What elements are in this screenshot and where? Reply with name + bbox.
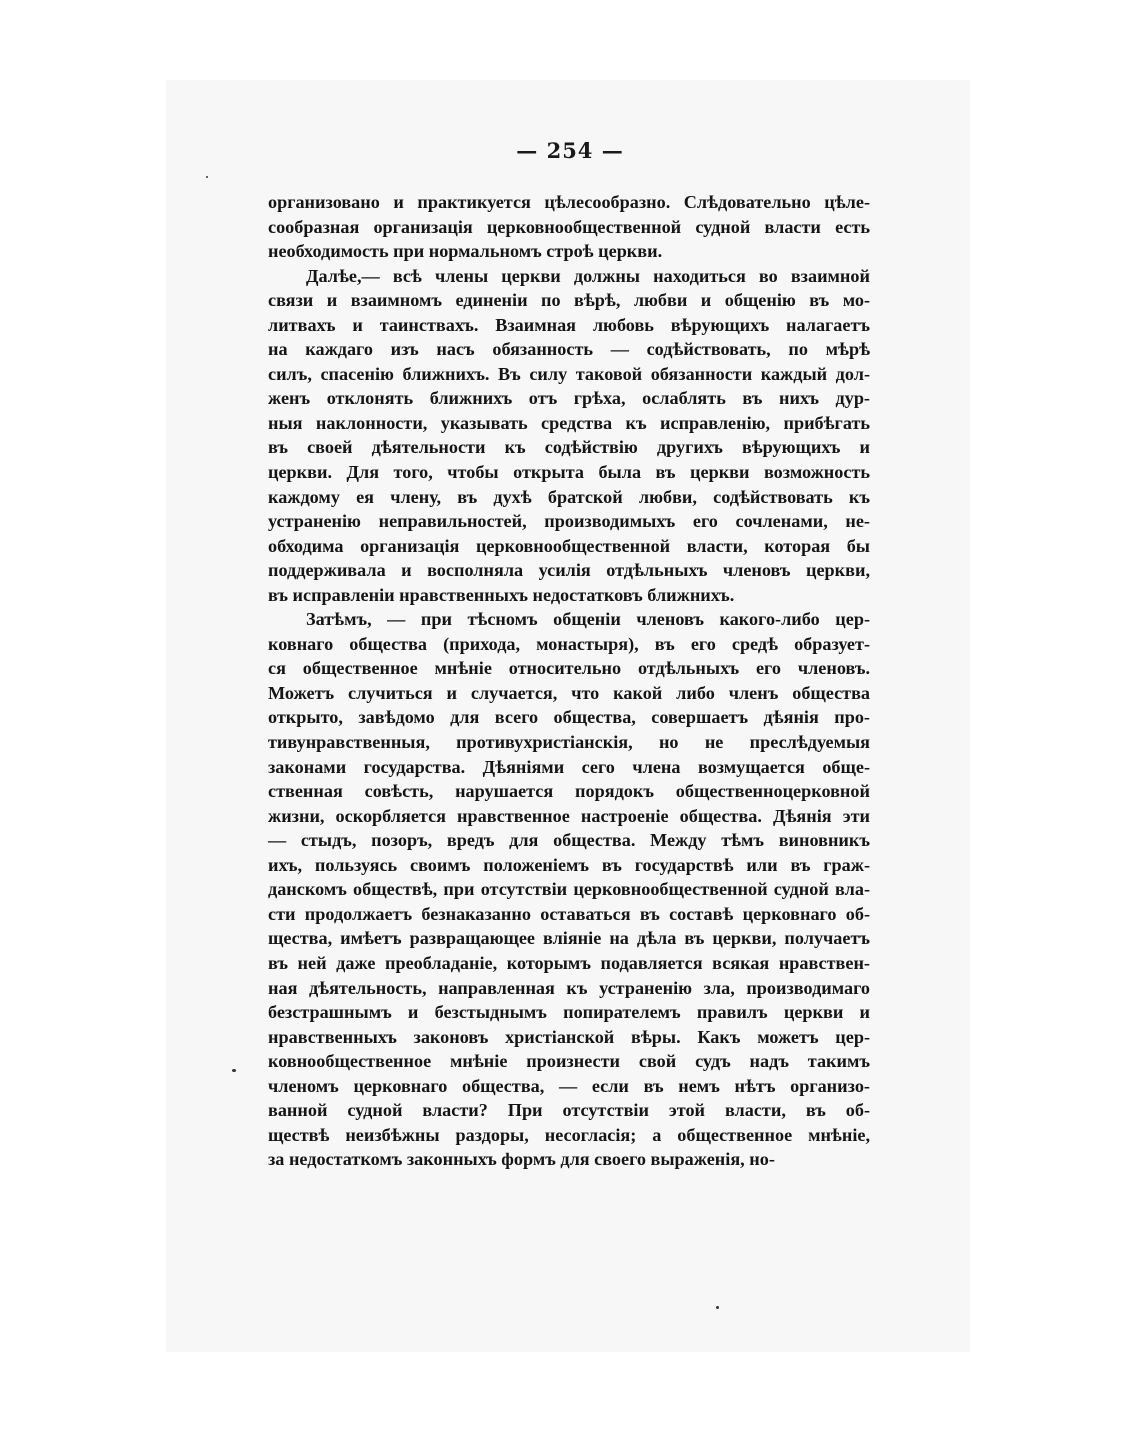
text-line: на каждаго изъ насъ обязанность — содѣйствовать, по мѣрѣ	[268, 339, 870, 360]
text-line: обходима организація церковнообщественной власти, которая бы	[268, 535, 870, 556]
text-line: за недостаткомъ законныхъ формъ для своего выраженія, но-	[268, 1149, 775, 1170]
text-line: — стыдъ, позоръ, вредъ для общества. Между тѣмъ виновникъ	[268, 830, 870, 851]
text-line: каждому ея члену, въ духѣ братской любви, содѣйствовать къ	[268, 486, 870, 507]
scan-speck	[232, 1069, 236, 1072]
scan-speck	[716, 1306, 719, 1309]
text-line: безстрашнымъ и безстыднымъ попирателемъ правилъ церкви и	[268, 1002, 870, 1023]
text-line: открыто, завѣдомо для всего общества, совершаетъ дѣянія про-	[268, 707, 870, 728]
text-line: ныя наклонности, указывать средства къ исправленію, прибѣгать	[268, 412, 870, 433]
text-line: сти продолжаетъ безнаказанно оставаться въ составѣ церковнаго об-	[268, 903, 870, 924]
text-line: устраненію неправильностей, производимыхъ его сочленами, не-	[268, 511, 870, 532]
text-line: въ своей дѣятельности къ содѣйствію другихъ вѣрующихъ и	[268, 437, 870, 458]
text-line: жизни, оскорбляется нравственное настроеніе общества. Дѣянія эти	[268, 805, 870, 826]
page-number: — 254 —	[516, 138, 624, 163]
text-line: организовано и практикуется цѣлесообразно. Слѣдовательно цѣле-	[268, 192, 870, 212]
text-line: ковнообщественное мнѣніе произнести свой судъ надъ такимъ	[268, 1051, 870, 1072]
paragraph	[268, 607, 870, 1172]
text-line: необходимость при нормальномъ строѣ церкви.	[268, 241, 663, 262]
text-line: тивунравственныя, противухристіанскія, но не преслѣдуемыя	[268, 732, 870, 753]
scan-speck	[206, 176, 208, 178]
text-line: связи и взаимномъ единеніи по вѣрѣ, любви и общенію въ мо-	[268, 290, 870, 311]
text-line: въ ней даже преобладаніе, которымъ подавляется всякая нравствен-	[268, 952, 870, 973]
paragraph	[268, 264, 870, 608]
text-line: ихъ, пользуясь своимъ положеніемъ въ государствѣ или въ граж-	[268, 854, 870, 875]
paragraph	[268, 190, 870, 264]
text-line: ществѣ неизбѣжны раздоры, несогласія; а общественное мнѣніе,	[268, 1124, 870, 1145]
text-line: членомъ церковнаго общества, — если въ немъ нѣтъ организо-	[268, 1075, 870, 1096]
text-line: нравственныхъ законовъ христіанской вѣры. Какъ можетъ цер-	[268, 1026, 870, 1047]
text-line: законами государства. Дѣяніями сего члена возмущается обще-	[268, 756, 870, 777]
text-line: ственная совѣсть, нарушается порядокъ общественноцерковной	[268, 781, 870, 802]
text-line: щества, имѣетъ развращающее вліяніе на дѣла въ церкви, получаетъ	[268, 928, 870, 949]
text-line: данскомъ обществѣ, при отсутствіи церковнообщественной судной вла-	[268, 879, 870, 900]
text-line: ся общественное мнѣніе относительно отдѣльныхъ его членовъ.	[268, 658, 870, 679]
text-line: сообразная организація церковнообщественной судной власти есть	[268, 216, 870, 237]
text-line: Далѣе,— всѣ члены церкви должны находиться во взаимной	[306, 265, 870, 286]
text-line: ванной судной власти? При отсутствіи этой власти, въ об-	[268, 1100, 870, 1121]
text-line: Затѣмъ, — при тѣсномъ общеніи членовъ какого-либо цер-	[306, 609, 870, 630]
body-text	[268, 190, 870, 1172]
text-line: ная дѣятельность, направленная къ устраненію зла, производимаго	[268, 977, 870, 998]
text-line: церкви. Для того, чтобы открыта была въ церкви возможность	[268, 462, 870, 483]
text-line: Можетъ случиться и случается, что какой либо членъ общества	[268, 682, 870, 703]
text-line: въ исправленіи нравственныхъ недостатковъ ближнихъ.	[268, 584, 735, 605]
text-line: литвахъ и таинствахъ. Взаимная любовь вѣрующихъ налагаетъ	[268, 314, 870, 335]
text-line: ковнаго общества (прихода, монастыря), въ его средѣ образует-	[268, 633, 870, 654]
text-line: женъ отклонять ближнихъ отъ грѣха, ослаблять въ нихъ дур-	[268, 388, 870, 409]
text-line: силъ, спасенію ближнихъ. Въ силу таковой обязанности каждый дол-	[268, 363, 870, 384]
text-line: поддерживала и восполняла усилія отдѣльныхъ членовъ церкви,	[268, 560, 870, 581]
